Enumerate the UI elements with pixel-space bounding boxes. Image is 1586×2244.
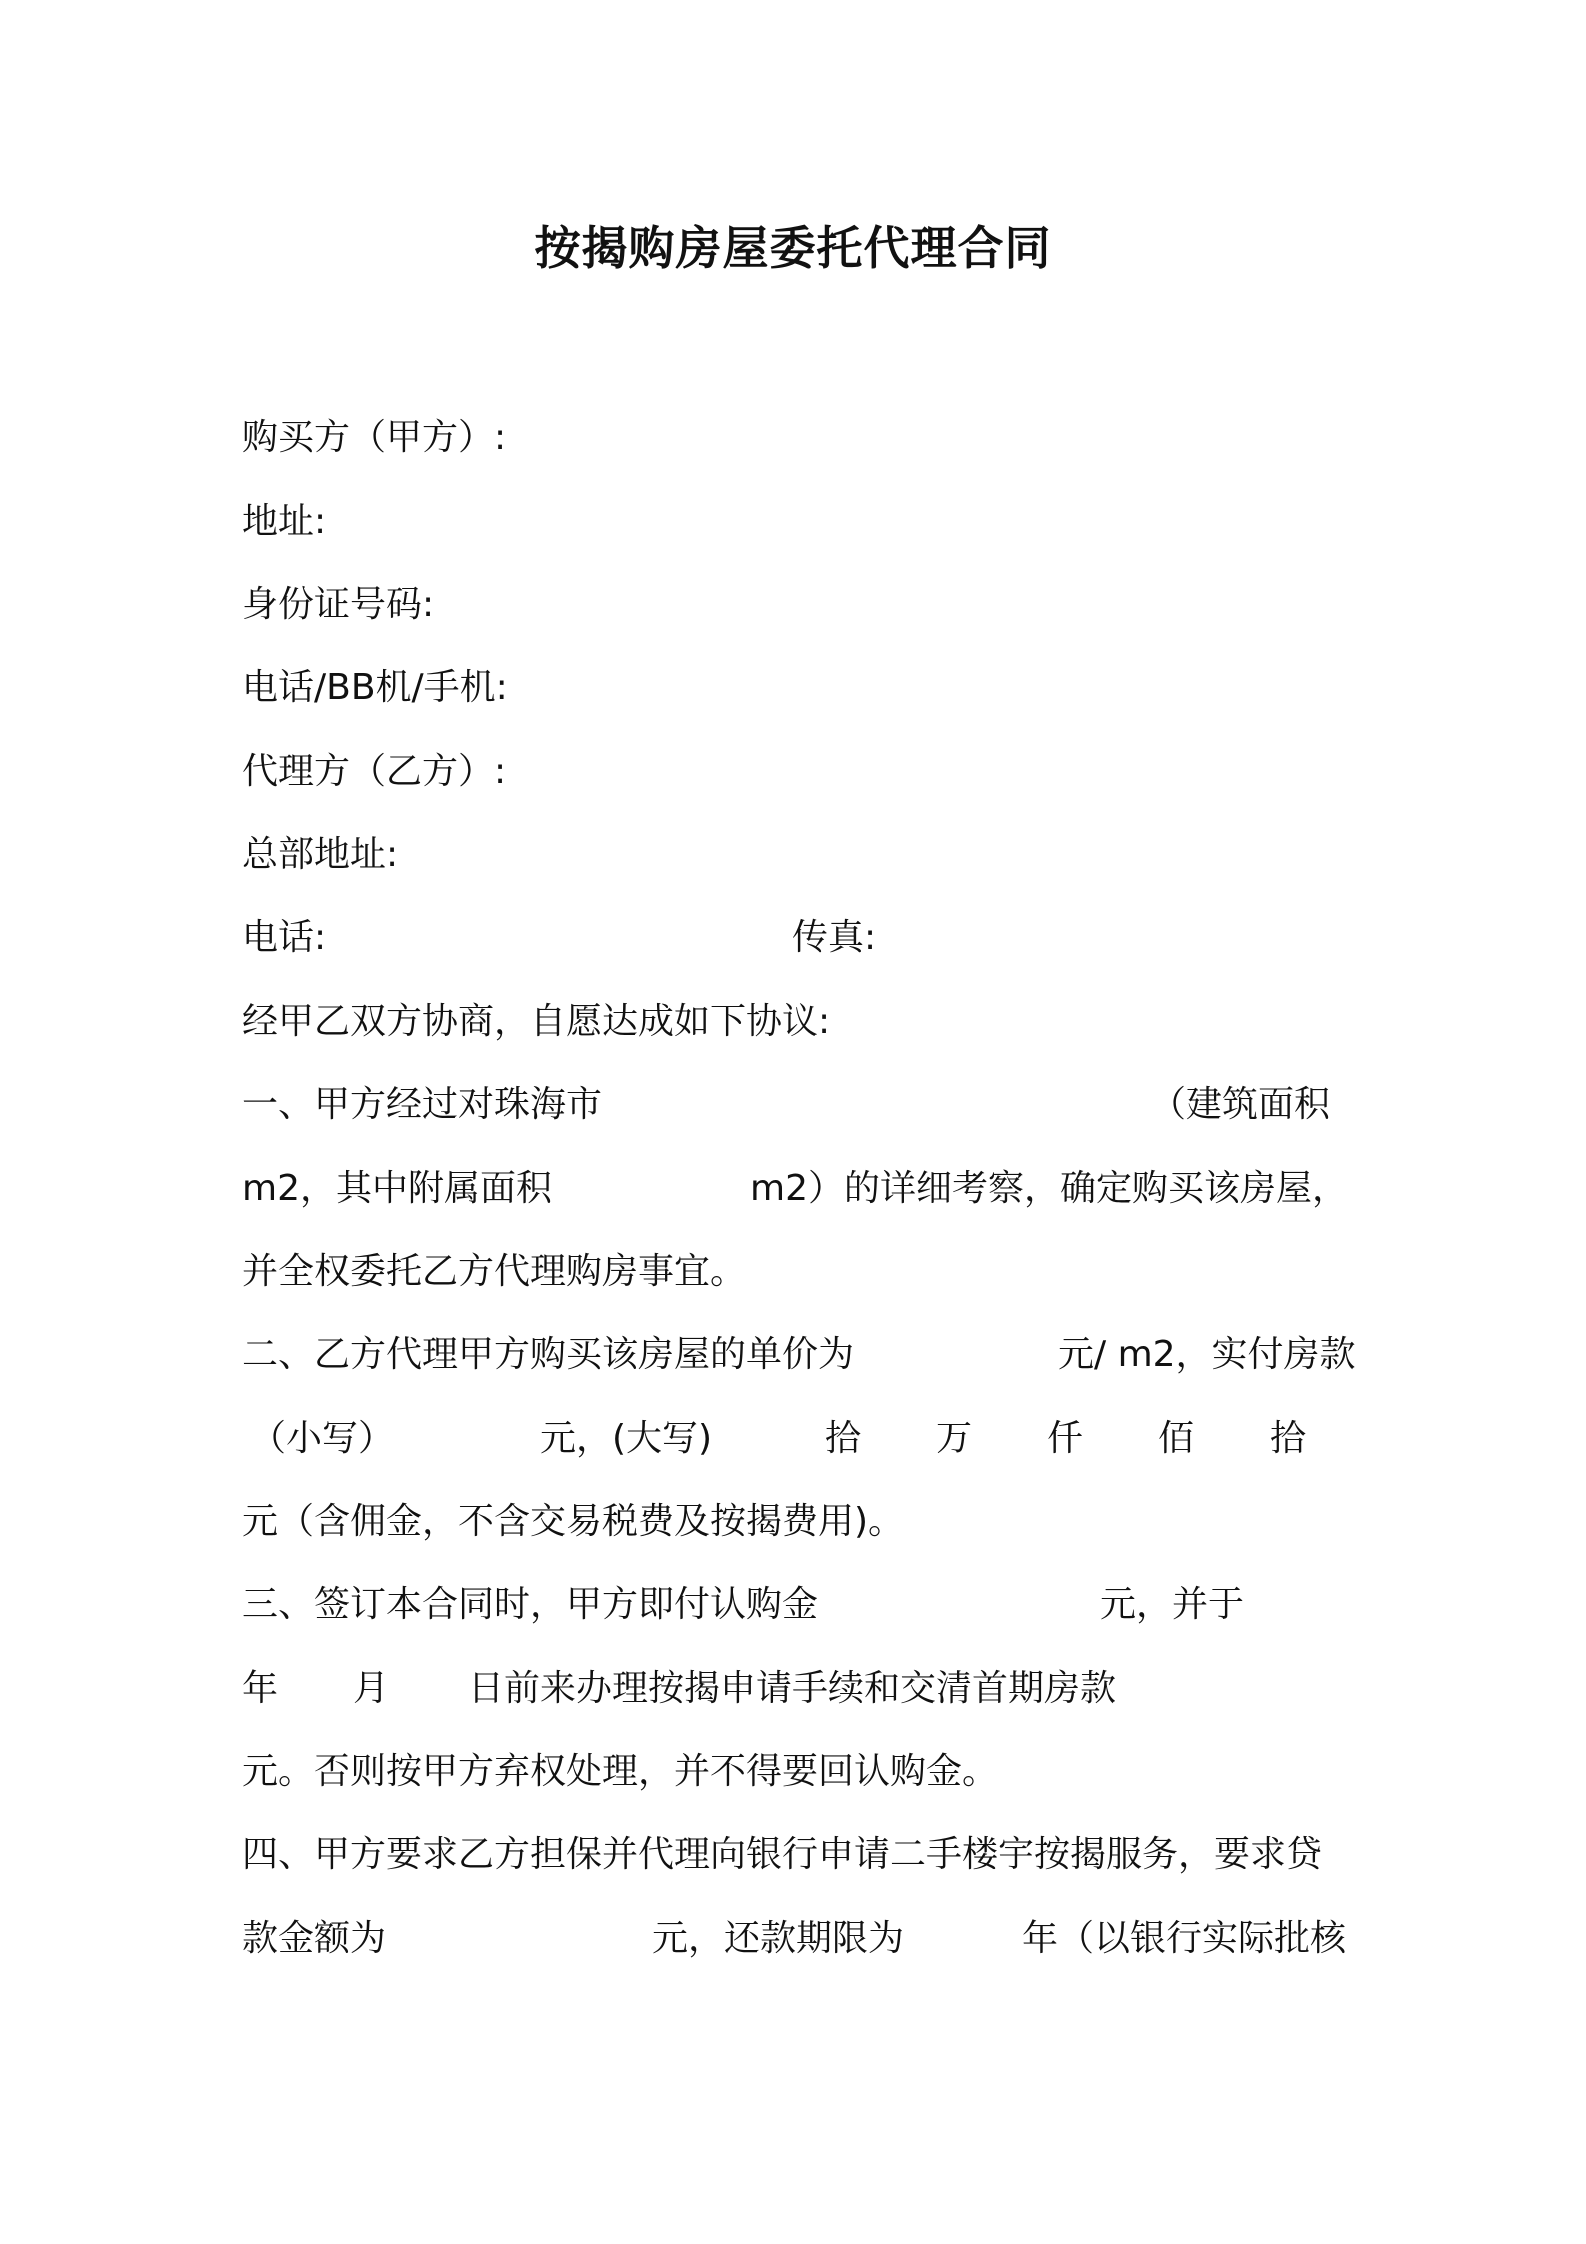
clause1-line1-a: 一、甲方经过对珠海市	[242, 1084, 603, 1125]
clause3-line3: 元。否则按甲方弃权处理，并不得要回认购金。	[242, 1751, 999, 1792]
clause3-line2-rest: 日前来办理按揭申请手续和交清首期房款	[468, 1668, 1117, 1709]
clause3-year: 年	[242, 1668, 279, 1709]
id-number-field: 身份证号码:	[242, 584, 435, 625]
clause2-line1-b: 元/ m2，实付房款	[1058, 1334, 1356, 1375]
hq-address-field: 总部地址:	[242, 834, 399, 875]
buyer-field: 购买方（甲方）:	[242, 417, 507, 458]
clause1-line3: 并全权委托乙方代理购房事宜。	[242, 1251, 747, 1292]
agent-field: 代理方（乙方）:	[242, 751, 507, 792]
clause1-line2-a: m2，其中附属面积	[242, 1168, 552, 1209]
clause4-line1: 四、甲方要求乙方担保并代理向银行申请二手楼宇按揭服务，要求贷	[242, 1834, 1323, 1875]
unit-bai: 佰	[1158, 1418, 1195, 1459]
clause2-line2-b: 元，(大写)	[540, 1418, 713, 1459]
clause1-line1-b: （建筑面积	[1150, 1084, 1331, 1125]
phone-field: 电话/BB机/手机:	[242, 667, 508, 708]
unit-wan: 万	[936, 1418, 973, 1459]
unit-shi-2: 拾	[1270, 1418, 1307, 1459]
agent-phone-field: 电话:	[242, 917, 327, 958]
clause3-month: 月	[353, 1668, 390, 1709]
document-title: 按揭购房屋委托代理合同	[534, 221, 1052, 275]
clause4-line2-a: 款金额为	[242, 1918, 387, 1959]
clause2-line2-a: （小写）	[250, 1418, 395, 1459]
clause2-line1-a: 二、乙方代理甲方购买该房屋的单价为	[242, 1334, 855, 1375]
unit-shi-1: 拾	[825, 1418, 862, 1459]
unit-qian: 仟	[1047, 1418, 1084, 1459]
clause3-line1-b: 元，并于	[1100, 1584, 1245, 1625]
clause2-line3: 元（含佣金，不含交易税费及按揭费用)。	[242, 1501, 905, 1542]
intro-text: 经甲乙双方协商，自愿达成如下协议:	[242, 1001, 831, 1042]
agent-fax-field: 传真:	[792, 917, 877, 958]
clause3-line1-a: 三、签订本合同时，甲方即付认购金	[242, 1584, 819, 1625]
clause4-line2-c: 年（以银行实际批核	[1022, 1918, 1347, 1959]
address-field: 地址:	[242, 501, 327, 542]
clause1-line2-b: m2）的详细考察，确定购买该房屋，	[750, 1168, 1348, 1209]
clause4-line2-b: 元，还款期限为	[652, 1918, 905, 1959]
